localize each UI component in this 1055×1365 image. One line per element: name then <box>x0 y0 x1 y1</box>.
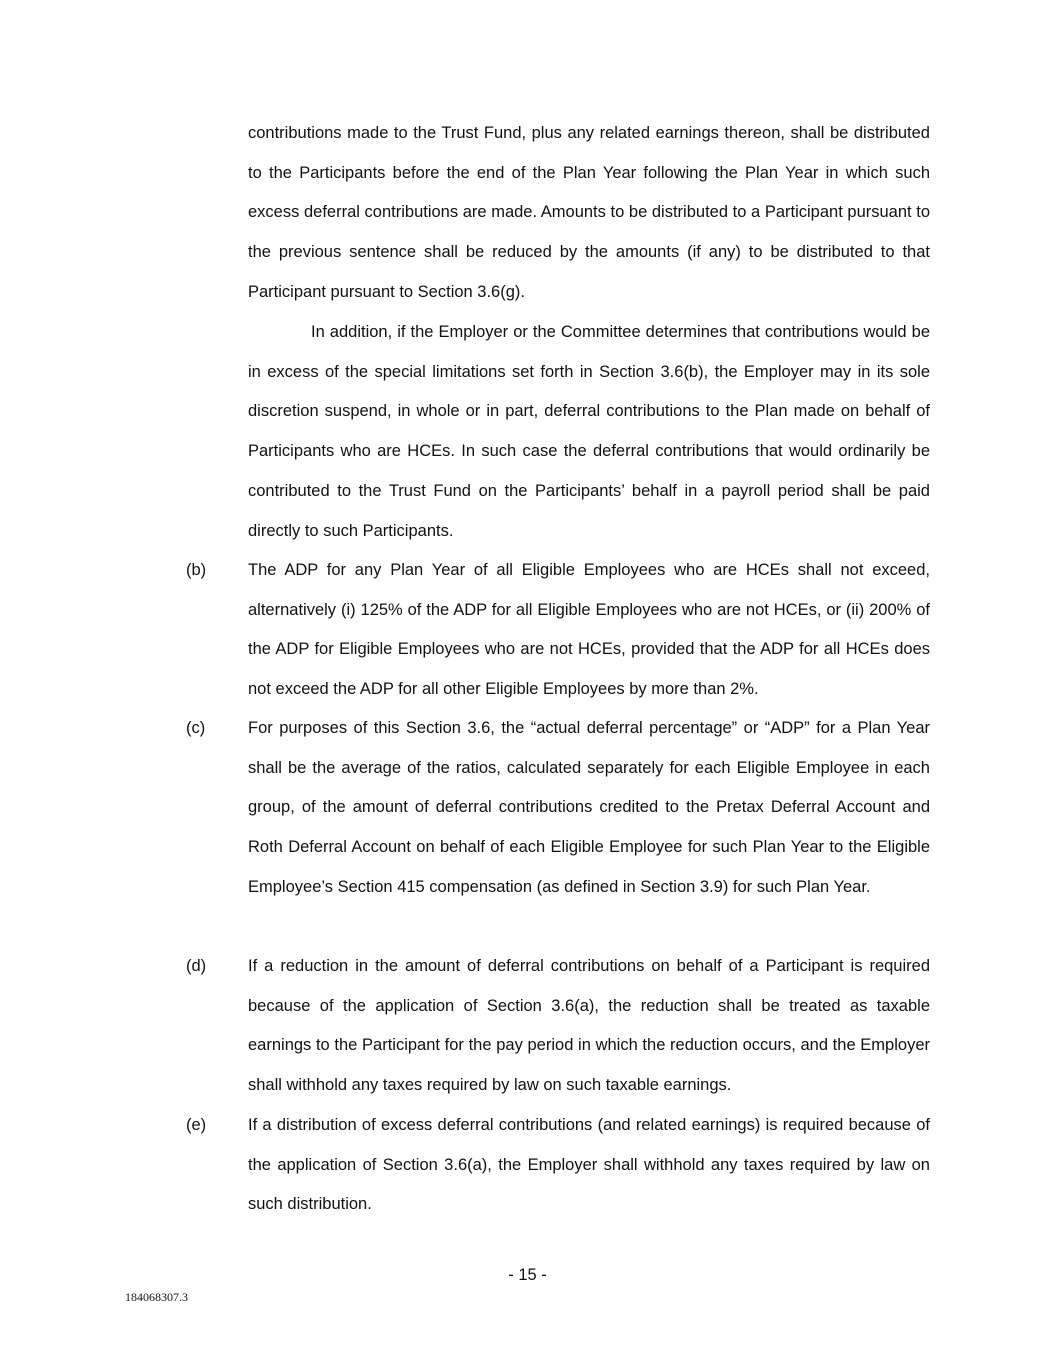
section-text-b: The ADP for any Plan Year of all Eligible Employees who are HCEs shall not exceed, alternatively (i) 125% of the ADP for all Eligible Employees who are not HCEs, or (ii) 200% of the ADP for Eligible Employees who are not HCEs, provided that the ADP for all HCEs does not exceed the ADP for all other Eligible Employees by more than 2%. <box>248 561 930 699</box>
section-label-b: (b) <box>186 561 207 579</box>
section-label-c: (c) <box>186 719 206 737</box>
document-id: 184068307.3 <box>125 1290 188 1304</box>
section-label-e: (e) <box>186 1116 207 1134</box>
section-text-e: If a distribution of excess deferral contributions (and related earnings) is required because of the application of Section 3.6(a), the Employer shall withhold any taxes required by law on such distribution. <box>248 1116 930 1214</box>
paragraph-addition: In addition, if the Employer or the Committee determines that contributions would be in excess of the special limitations set forth in Section 3.6(b), the Employer may in its sole discretion suspend, in whole or in part, deferral contributions to the Plan made on behalf of Participants who are HCEs. In such case the deferral contributions that would ordinarily be contributed to the Trust Fund on the Participants’ behalf in a payroll period shall be paid directly to such Participants. <box>248 323 930 540</box>
section-text-d: If a reduction in the amount of deferral contributions on behalf of a Participant is required because of the application of Section 3.6(a), the reduction shall be treated as taxable earnings to the Participant for the pay period in which the reduction occurs, and the Employer shall withhold any taxes required by law on such taxable earnings. <box>248 957 930 1095</box>
section-label-d: (d) <box>186 957 207 975</box>
section-text-c: For purposes of this Section 3.6, the “actual deferral percentage” or “ADP” for a Plan Year shall be the average of the ratios, calculated separately for each Eligible Employee in each group, of the amount of deferral contributions credited to the Pretax Deferral Account and Roth Deferral Account on behalf of each Eligible Employee for such Plan Year to the Eligible Employee’s Section 415 compensation (as defined in Section 3.9) for such Plan Year. <box>248 719 930 896</box>
page-number: - 15 - <box>508 1266 547 1284</box>
paragraph-continuation: contributions made to the Trust Fund, plus any related earnings thereon, shall be distributed to the Participants before the end of the Plan Year following the Plan Year in which such excess deferral contributions are made. Amounts to be distributed to a Participant pursuant to the previous sentence shall be reduced by the amounts (if any) to be distributed to that Participant pursuant to Section 3.6(g). <box>248 124 930 301</box>
